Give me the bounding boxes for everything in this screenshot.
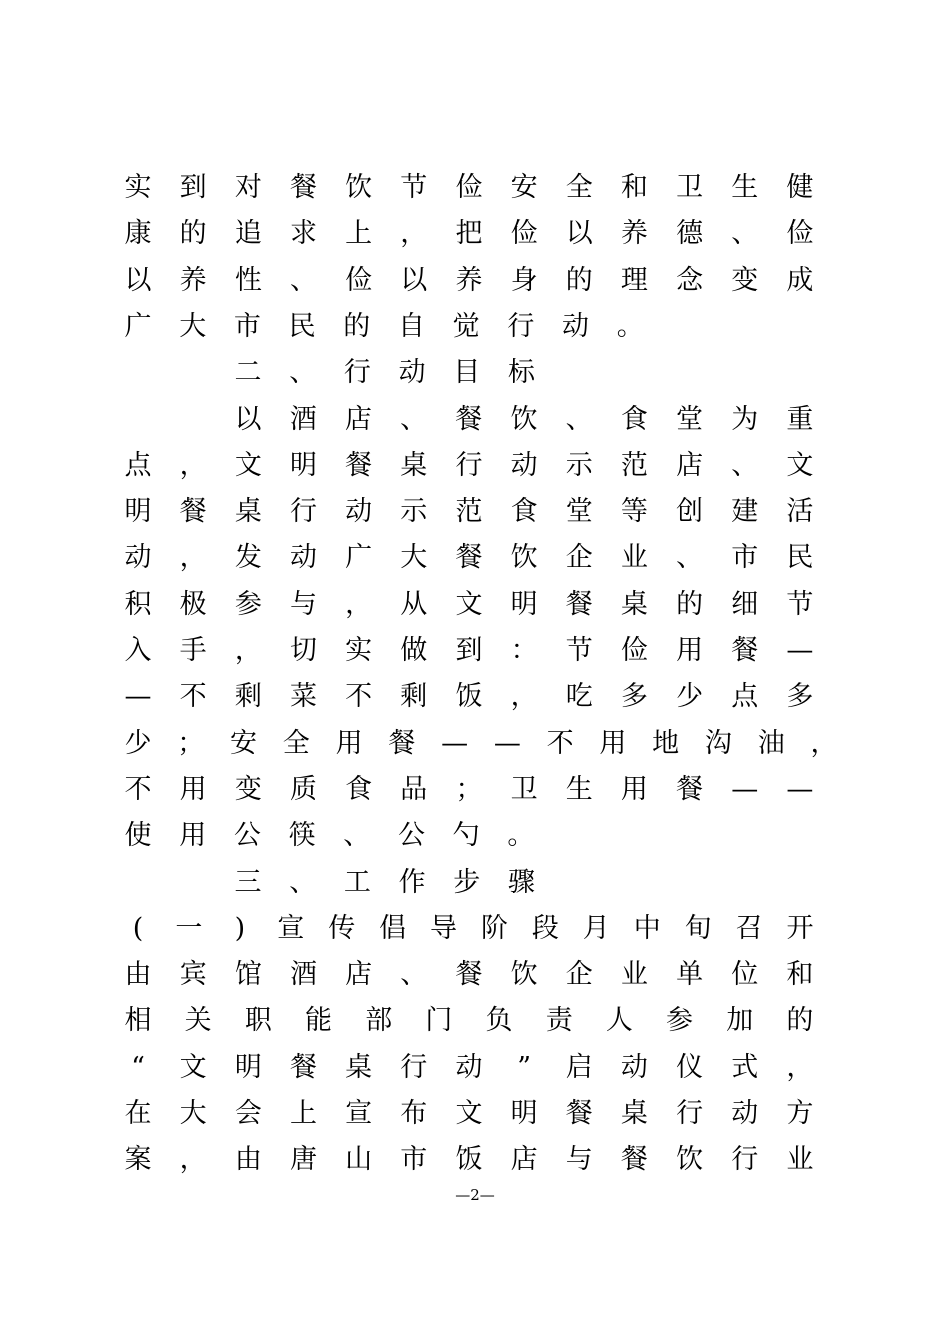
glyph: — — [786, 773, 814, 805]
glyph: 动 — [562, 310, 589, 342]
text-line — [124, 214, 814, 254]
glyph: 二 — [234, 357, 262, 389]
glyph: ) — [234, 912, 246, 944]
glyph: 餐 — [455, 542, 483, 574]
glyph: 明 — [289, 449, 317, 481]
glyph: 负 — [485, 1005, 513, 1037]
glyph: 饮 — [345, 172, 373, 203]
glyph: 到 — [455, 635, 483, 666]
glyph: ， — [179, 542, 207, 574]
text-line — [124, 631, 814, 671]
glyph: 剩 — [234, 681, 262, 713]
glyph: 餐 — [289, 1051, 317, 1083]
glyph: 店 — [344, 403, 372, 435]
glyph: 饮 — [510, 542, 538, 574]
glyph: 关 — [184, 1005, 212, 1037]
glyph: 发 — [234, 542, 262, 574]
glyph: 吃 — [565, 681, 593, 713]
glyph: 俭 — [345, 264, 373, 296]
glyph: 由 — [124, 959, 152, 991]
glyph: 单 — [676, 959, 704, 991]
glyph: 做 — [400, 635, 428, 666]
glyph: 地 — [652, 727, 680, 759]
glyph: 市 — [400, 1144, 428, 1176]
glyph: 食 — [345, 773, 373, 805]
glyph: 到 — [179, 172, 207, 203]
glyph: 在 — [124, 1098, 152, 1129]
glyph: 行 — [731, 1144, 759, 1176]
glyph: 桌 — [234, 496, 262, 528]
glyph: 市 — [731, 542, 759, 574]
glyph: 以 — [400, 264, 428, 296]
glyph: 成 — [786, 264, 814, 296]
glyph: 酒 — [289, 959, 317, 991]
glyph: 桌 — [400, 449, 428, 481]
glyph: 段 — [531, 912, 559, 944]
glyph: 和 — [620, 172, 648, 203]
glyph: 企 — [565, 542, 593, 574]
glyph: 店 — [345, 959, 373, 991]
glyph: 示 — [400, 496, 428, 528]
text-line — [124, 307, 814, 347]
glyph: 用 — [620, 773, 648, 805]
glyph: 理 — [620, 264, 648, 296]
glyph: 动 — [398, 357, 426, 389]
glyph: 馆 — [234, 959, 262, 991]
glyph: 店 — [510, 1144, 538, 1176]
glyph: 召 — [735, 912, 763, 944]
glyph: 业 — [620, 959, 648, 991]
glyph: 卫 — [510, 773, 538, 805]
glyph: 养 — [455, 264, 483, 296]
glyph: 品 — [400, 773, 428, 805]
text-line — [124, 909, 814, 949]
glyph: 点 — [731, 681, 759, 713]
glyph: 工 — [343, 866, 371, 898]
glyph: 公 — [397, 820, 425, 852]
glyph: 的 — [786, 1005, 814, 1037]
glyph: 餐 — [620, 1144, 648, 1176]
glyph: 以 — [565, 218, 593, 250]
glyph: 生 — [731, 172, 759, 203]
glyph: 唐 — [289, 1144, 317, 1176]
glyph: 入 — [124, 635, 152, 666]
glyph: 积 — [124, 588, 152, 620]
glyph: 剩 — [400, 681, 428, 713]
glyph: 少 — [676, 681, 704, 713]
glyph: 对 — [234, 172, 262, 203]
glyph: 的 — [179, 218, 207, 250]
glyph: 节 — [786, 588, 814, 620]
glyph: 筷 — [288, 820, 316, 852]
glyph: 行 — [676, 1098, 704, 1129]
glyph: 、 — [400, 403, 428, 435]
text-line — [124, 770, 814, 810]
glyph: 广 — [124, 310, 152, 342]
glyph: 实 — [345, 635, 373, 666]
glyph: 康 — [124, 218, 152, 250]
glyph: 文 — [455, 588, 483, 620]
glyph: 质 — [289, 773, 317, 805]
glyph: 启 — [565, 1051, 593, 1083]
glyph: 作 — [398, 866, 426, 898]
glyph: 用 — [599, 727, 627, 759]
glyph: 方 — [786, 1098, 814, 1129]
glyph: 、 — [731, 218, 759, 250]
glyph: 由 — [234, 1144, 262, 1176]
text-line — [124, 492, 814, 532]
glyph: 业 — [786, 1144, 814, 1176]
glyph: 明 — [124, 496, 152, 528]
glyph: 全 — [282, 727, 310, 759]
glyph: 阶 — [480, 912, 508, 944]
glyph: ； — [177, 727, 205, 759]
glyph: 民 — [288, 310, 316, 342]
glyph: 食 — [510, 496, 538, 528]
glyph: 相 — [124, 1005, 152, 1037]
glyph: 俭 — [620, 635, 648, 666]
glyph: 念 — [676, 264, 704, 296]
glyph: 生 — [565, 773, 593, 805]
glyph: 变 — [234, 773, 262, 805]
glyph: ， — [786, 1051, 814, 1083]
glyph: 动 — [510, 449, 538, 481]
glyph: 明 — [234, 1051, 262, 1083]
glyph: 行 — [455, 449, 483, 481]
glyph: 范 — [620, 449, 648, 481]
glyph: 。 — [616, 310, 644, 342]
glyph: 桌 — [620, 588, 648, 620]
text-line — [124, 446, 814, 486]
text-line — [124, 261, 814, 301]
glyph: 、 — [289, 264, 317, 296]
glyph: 饭 — [455, 681, 483, 713]
glyph: 堂 — [565, 496, 593, 528]
glyph: 大 — [400, 542, 428, 574]
glyph: 明 — [510, 1098, 538, 1129]
glyph: 公 — [233, 820, 261, 852]
text-line — [124, 1001, 814, 1041]
glyph: 不 — [546, 727, 574, 759]
glyph: 为 — [731, 403, 759, 435]
glyph: 、 — [565, 403, 593, 435]
glyph: 行 — [289, 496, 317, 528]
glyph: 细 — [731, 588, 759, 620]
glyph: 传 — [328, 912, 356, 944]
glyph: 山 — [345, 1144, 373, 1176]
glyph: 切 — [289, 635, 317, 666]
glyph: 身 — [510, 264, 538, 296]
text-line — [124, 1140, 814, 1180]
glyph: 桌 — [345, 1051, 373, 1083]
glyph: 上 — [345, 218, 373, 250]
glyph: 餐 — [455, 403, 483, 435]
glyph: 参 — [666, 1005, 694, 1037]
glyph: 与 — [289, 588, 317, 620]
text-line — [124, 585, 814, 625]
glyph: 、 — [400, 959, 428, 991]
glyph: 等 — [620, 496, 648, 528]
glyph: 能 — [305, 1005, 333, 1037]
glyph: 标 — [507, 357, 535, 389]
glyph: 月 — [582, 912, 610, 944]
glyph: 养 — [620, 218, 648, 250]
glyph: 骤 — [507, 866, 535, 898]
glyph: 宣 — [345, 1098, 373, 1129]
glyph: 多 — [786, 681, 814, 713]
glyph: 把 — [455, 218, 483, 250]
glyph: 以 — [234, 403, 262, 435]
glyph: 文 — [786, 449, 814, 481]
glyph: 门 — [425, 1005, 453, 1037]
glyph: 堂 — [676, 403, 703, 435]
text-line — [124, 168, 814, 208]
glyph: 责 — [545, 1005, 573, 1037]
glyph: 倡 — [379, 912, 407, 944]
glyph: ， — [345, 588, 373, 620]
glyph: 式 — [731, 1051, 759, 1083]
text-line — [124, 816, 814, 856]
glyph: ， — [510, 681, 538, 713]
glyph: 案 — [124, 1144, 152, 1176]
glyph: 明 — [510, 588, 538, 620]
text-line — [234, 353, 814, 393]
glyph: 觉 — [452, 310, 480, 342]
glyph: 企 — [565, 959, 593, 991]
text-line — [124, 1094, 814, 1134]
glyph: 俭 — [455, 172, 483, 203]
glyph: 导 — [430, 912, 458, 944]
glyph: 市 — [233, 310, 261, 342]
glyph: 动 — [289, 542, 317, 574]
glyph: 自 — [397, 310, 425, 342]
glyph: 油 — [757, 727, 785, 759]
glyph: 饮 — [510, 403, 538, 435]
glyph: ： — [510, 635, 538, 666]
glyph: 用 — [179, 773, 207, 805]
glyph: 业 — [620, 542, 648, 574]
glyph: 示 — [565, 449, 593, 481]
glyph: 动 — [731, 1098, 759, 1129]
glyph: 餐 — [289, 172, 317, 203]
glyph: 点 — [124, 449, 152, 481]
glyph: 步 — [453, 866, 481, 898]
glyph: 动 — [124, 542, 152, 574]
glyph: 沟 — [704, 727, 732, 759]
glyph: 民 — [786, 542, 814, 574]
glyph: 餐 — [388, 727, 416, 759]
glyph: 目 — [453, 357, 481, 389]
glyph: 会 — [234, 1098, 262, 1129]
glyph: 食 — [620, 403, 648, 435]
glyph: 行 — [507, 310, 535, 342]
glyph: 俭 — [510, 218, 538, 250]
glyph: 多 — [620, 681, 648, 713]
glyph: 宾 — [179, 959, 207, 991]
glyph: 节 — [565, 635, 593, 666]
glyph: 、 — [343, 820, 371, 852]
glyph: — — [493, 727, 521, 759]
glyph: 酒 — [289, 403, 317, 435]
glyph: 的 — [565, 264, 593, 296]
glyph: 全 — [565, 172, 593, 203]
glyph: 的 — [343, 310, 371, 342]
glyph: — — [786, 635, 814, 666]
text-line — [234, 863, 814, 903]
glyph: ， — [234, 635, 262, 666]
glyph: 餐 — [455, 959, 483, 991]
glyph: 参 — [234, 588, 262, 620]
glyph: 手 — [179, 635, 207, 666]
glyph: 从 — [400, 588, 428, 620]
glyph: ， — [179, 449, 207, 481]
glyph: 职 — [244, 1005, 272, 1037]
page-number: —2— — [455, 1186, 495, 1204]
glyph: 用 — [179, 820, 207, 852]
glyph: 菜 — [289, 681, 317, 713]
glyph: 桌 — [620, 1098, 648, 1129]
glyph: 少 — [124, 727, 152, 759]
glyph: ( — [132, 912, 144, 944]
glyph: ， — [810, 727, 838, 759]
text-line — [234, 400, 814, 440]
glyph: 性 — [234, 264, 262, 296]
glyph: 餐 — [565, 588, 593, 620]
glyph: 餐 — [731, 635, 759, 666]
glyph: 和 — [786, 959, 814, 991]
glyph: 人 — [605, 1005, 633, 1037]
glyph: 追 — [234, 218, 262, 250]
glyph: 餐 — [676, 773, 704, 805]
glyph: 部 — [365, 1005, 393, 1037]
text-line — [124, 724, 838, 764]
glyph: — — [441, 727, 469, 759]
glyph: 餐 — [565, 1098, 593, 1129]
glyph: ， — [179, 1144, 207, 1176]
glyph: — — [124, 681, 152, 713]
glyph: 。 — [507, 820, 535, 852]
glyph: 动 — [345, 496, 373, 528]
glyph: 饮 — [676, 1144, 704, 1176]
glyph: 文 — [179, 1051, 207, 1083]
glyph: 使 — [124, 820, 152, 852]
glyph: 旬 — [684, 912, 712, 944]
glyph: 大 — [179, 310, 207, 342]
glyph: 用 — [676, 635, 704, 666]
text-line — [124, 1048, 814, 1088]
glyph: 宣 — [277, 912, 305, 944]
glyph: 中 — [633, 912, 661, 944]
glyph: 广 — [345, 542, 373, 574]
glyph: ” — [517, 1051, 531, 1083]
glyph: 不 — [124, 773, 152, 805]
glyph: 布 — [400, 1098, 428, 1129]
glyph: 德 — [676, 218, 704, 250]
glyph: 、 — [289, 357, 317, 389]
glyph: 行 — [400, 1051, 428, 1083]
glyph: 文 — [234, 449, 262, 481]
glyph: ； — [455, 773, 483, 805]
glyph: 创 — [676, 496, 704, 528]
glyph: 、 — [676, 542, 704, 574]
glyph: ， — [400, 218, 428, 250]
glyph: 大 — [179, 1098, 207, 1129]
glyph: 饮 — [510, 959, 538, 991]
glyph: 动 — [455, 1051, 483, 1083]
glyph: 节 — [400, 172, 428, 203]
glyph: 的 — [676, 588, 704, 620]
glyph: 安 — [230, 727, 258, 759]
glyph: “ — [131, 1051, 145, 1083]
glyph: — — [731, 773, 759, 805]
glyph: 与 — [565, 1144, 593, 1176]
glyph: 餐 — [345, 449, 373, 481]
glyph: 不 — [179, 681, 207, 713]
glyph: 三 — [234, 866, 262, 898]
text-line — [124, 677, 814, 717]
text-line — [124, 955, 814, 995]
glyph: 勺 — [452, 820, 480, 852]
glyph: 活 — [786, 496, 814, 528]
glyph: 动 — [620, 1051, 648, 1083]
text-line — [124, 538, 814, 578]
glyph: 极 — [179, 588, 207, 620]
glyph: 俭 — [786, 218, 814, 250]
glyph: 加 — [726, 1005, 754, 1037]
glyph: 养 — [179, 264, 207, 296]
glyph: 一 — [175, 912, 203, 944]
glyph: 用 — [335, 727, 363, 759]
glyph: 卫 — [676, 172, 704, 203]
glyph: 求 — [289, 218, 317, 250]
glyph: 上 — [289, 1098, 317, 1129]
glyph: 饭 — [455, 1144, 483, 1176]
glyph: 安 — [510, 172, 538, 203]
glyph: 实 — [124, 172, 152, 203]
glyph: 变 — [731, 264, 759, 296]
glyph: 以 — [124, 264, 152, 296]
glyph: 行 — [343, 357, 371, 389]
glyph: 不 — [345, 681, 373, 713]
glyph: 餐 — [179, 496, 207, 528]
glyph: 、 — [289, 866, 317, 898]
glyph: 店 — [676, 449, 704, 481]
glyph: 仪 — [676, 1051, 704, 1083]
glyph: 范 — [455, 496, 483, 528]
glyph: 重 — [786, 403, 814, 435]
glyph: 健 — [786, 172, 814, 203]
glyph: 、 — [731, 449, 759, 481]
glyph: 开 — [786, 912, 814, 944]
glyph: 位 — [731, 959, 759, 991]
glyph: 文 — [455, 1098, 483, 1129]
glyph: 建 — [731, 496, 759, 528]
